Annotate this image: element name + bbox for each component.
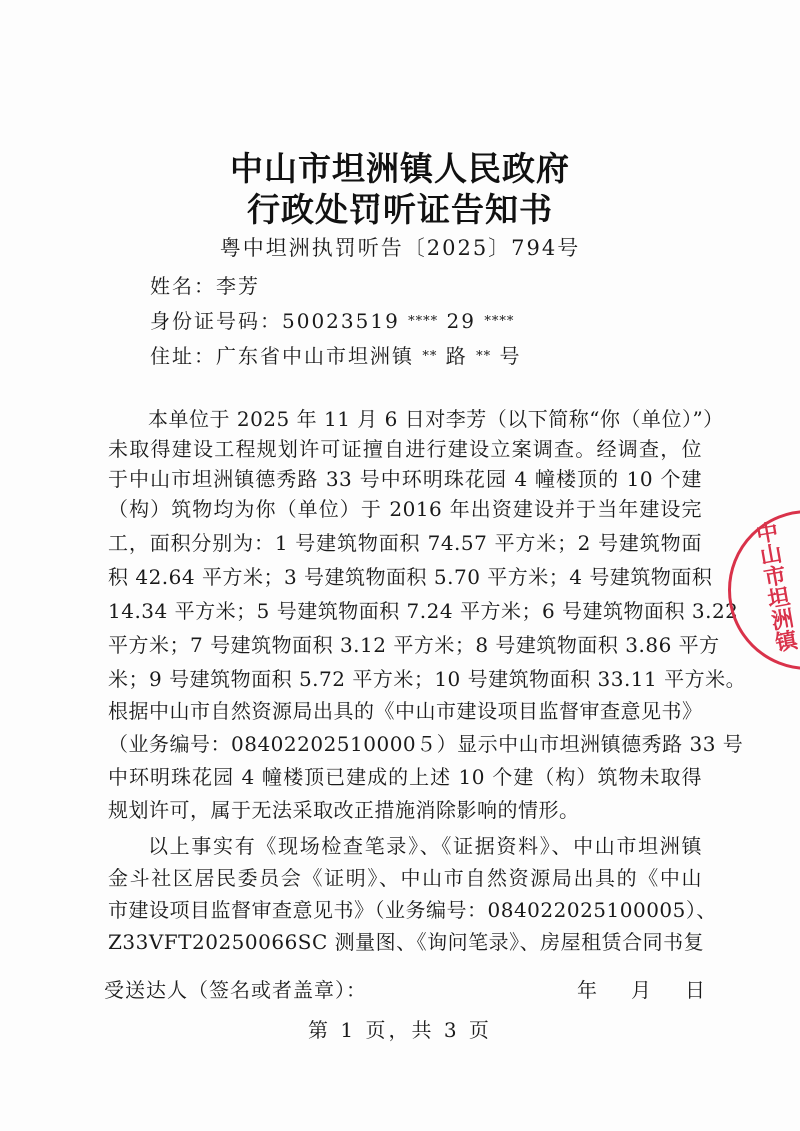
address-part3: 号	[499, 344, 522, 368]
body-line: 米；9 号建筑物面积 5.72 平方米；10 号建筑物面积 33.11 平方米。	[108, 667, 747, 691]
id-mask2: ****	[484, 314, 515, 329]
address-label: 住址：	[150, 344, 216, 368]
official-seal-text: 中山市坦洲镇	[750, 519, 799, 654]
date-month-label: 月	[631, 978, 651, 1002]
body-line: （构）筑物均为你（单位）于 2016 年出资建设并于当年建设完	[108, 497, 702, 521]
address-part2: 路	[445, 344, 468, 368]
body-line: 根据中山市自然资源局出具的《中山市建设项目监督审查意见书》	[108, 699, 703, 723]
address-part1: 广东省中山市坦洲镇	[216, 344, 414, 368]
body-line: 规划许可，属于无法采取改正措施消除影响的情形。	[108, 798, 580, 822]
body-line: 中环明珠花园 4 幢楼顶已建成的上述 10 个建（构）筑物未取得	[108, 765, 702, 789]
body-line: 工，面积分别为：1 号建筑物面积 74.57 平方米；2 号建筑物面	[108, 531, 702, 555]
id-mask1: ****	[408, 314, 439, 329]
id-part1: 50023519	[282, 309, 400, 333]
address-field	[150, 340, 521, 369]
document-number: 粤中坦洲执罚听告〔2025〕794号	[219, 236, 581, 260]
body-line: 平方米；7 号建筑物面积 3.12 平方米；8 号建筑物面积 3.86 平方	[108, 633, 720, 657]
body-line: 未取得建设工程规划许可证擅自进行建设立案调查。经调查，位	[108, 437, 702, 461]
name-field	[150, 270, 260, 299]
body-line: （业务编号：08402202510000５）显示中山市坦洲镇德秀路 33 号	[108, 732, 744, 756]
name-label: 姓名：	[150, 274, 216, 298]
name-value: 李芳	[216, 274, 260, 298]
document-type-title: 行政处罚听证告知书	[247, 190, 553, 229]
address-mask1: **	[422, 349, 438, 364]
page-indicator: 第 1 页，共 3 页	[308, 1018, 492, 1042]
body-line: Z33VFT20250066SC 测量图、《询问笔录》、房屋租赁合同书复	[108, 930, 705, 954]
body-line: 积 42.64 平方米；3 号建筑物面积 5.70 平方米；4 号建筑物面积	[108, 565, 713, 589]
id-label: 身份证号码：	[150, 309, 282, 333]
body-line: 于中山市坦洲镇德秀路 33 号中环明珠花园 4 幢楼顶的 10 个建	[108, 467, 702, 491]
id-number-field	[150, 305, 514, 334]
body-line: 市建设项目监督审查意见书》（业务编号：084022025100005）、	[108, 898, 717, 922]
date-year-label: 年	[577, 978, 597, 1002]
address-mask2: **	[476, 349, 492, 364]
body-line: 本单位于 2025 年 11 月 6 日对李芳（以下简称“你（单位）”）	[148, 407, 724, 431]
date-day-label: 日	[685, 978, 705, 1002]
id-part2: 29	[446, 309, 476, 333]
signature-date	[577, 974, 705, 1003]
recipient-signature-label: 受送达人（签名或者盖章）：	[104, 978, 367, 1002]
body-line: 14.34 平方米；5 号建筑物面积 7.24 平方米；6 号建筑物面积 3.22	[108, 599, 739, 623]
body-line: 以上事实有《现场检查笔录》、《证据资料》、中山市坦洲镇	[148, 834, 702, 858]
body-line: 金斗社区居民委员会《证明》、中山市自然资源局出具的《中山	[108, 866, 702, 890]
issuing-authority-title: 中山市坦洲镇人民政府	[230, 149, 570, 188]
